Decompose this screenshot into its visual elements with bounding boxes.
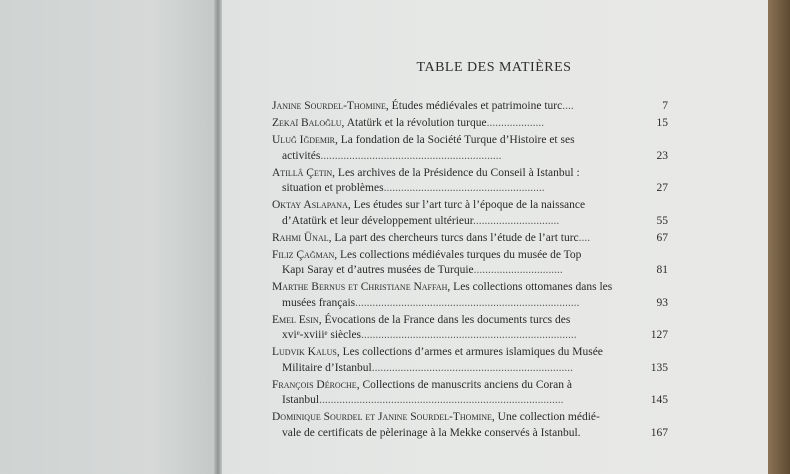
- toc-author: Rahmi Ünal,: [272, 231, 332, 244]
- toc-author: Atillâ Çetin,: [272, 166, 336, 179]
- toc-page-number: 81: [656, 264, 668, 276]
- toc-title-continued: Militaire d’Istanbul: [282, 361, 372, 374]
- toc-page-number: 135: [650, 361, 668, 374]
- toc-entry: Oktay Aslapana, Les études sur l’art turc à l’époque de la naissance d’Atatürk et leur développement ultérieur.............................. 55: [272, 198, 668, 229]
- toc-entry: François Déroche, Collections de manuscrits anciens du Coran à Istanbul..................................................................................... 145: [272, 378, 668, 409]
- toc-author: Oktay Aslapana,: [272, 199, 351, 211]
- toc-entry: Emel Esin, Évocations de la France dans les documents turcs des xviᵉ-xviiiᵉ siècles........................................................................... 127: [272, 313, 668, 344]
- toc-author: Emel Esin,: [272, 313, 322, 326]
- toc-page-number: 55: [656, 214, 668, 227]
- toc-page-number: 23: [656, 149, 668, 162]
- toc-title-continued: xviᵉ-xviiiᵉ siècles: [282, 329, 362, 341]
- toc-entry: Ludvik Kalus, Les collections d’armes et armures islamiques du Musée Militaire d’Istanbul...................................................................... 135: [272, 345, 668, 376]
- page-title: TABLE DES MATIÈRES: [416, 60, 572, 75]
- toc-page-number: 15: [656, 117, 668, 129]
- left-page: [0, 0, 218, 474]
- toc-author: Uluğ Iğdemir,: [272, 134, 338, 146]
- toc-entry: Atillâ Çetin, Les archives de la Présidence du Conseil à Istanbul : situation et problèmes........................................................ 27: [272, 166, 668, 197]
- toc-title: La fondation de la Société Turque d’Histoire et ses: [340, 134, 575, 146]
- toc-page-number: 93: [656, 296, 668, 309]
- toc-title: Collections de manuscrits anciens du Coran à: [362, 378, 572, 391]
- toc-title: Une collection médié-: [497, 411, 600, 423]
- toc-author: Zekaï Baloğlu,: [272, 117, 345, 129]
- toc-author: Ludvik Kalus,: [272, 346, 340, 358]
- toc-author: Janine Sourdel-Thomine,: [272, 100, 389, 112]
- toc-entry: [272, 410, 668, 441]
- toc-entry: Janine Sourdel-Thomine, Études médiévales et patrimoine turc.... 7: [272, 99, 668, 115]
- toc-title-continued: musées français: [282, 296, 356, 309]
- toc-title: La part des chercheurs turcs dans l’étude de l’art turc: [334, 231, 579, 244]
- toc-title: Les collections médiévales turques du musée de Top: [340, 248, 582, 261]
- toc-title: Atatürk et la révolution turque: [346, 117, 487, 129]
- toc-title-continued: activités: [282, 149, 321, 162]
- toc-title-continued: d’Atatürk et leur développement ultérieur: [282, 214, 473, 227]
- toc-page-number: 127: [650, 329, 668, 341]
- toc-entry: Zekaï Baloğlu, Atatürk et la révolution turque.................... 15: [272, 116, 668, 132]
- toc-entry: Filiz Çağman, Les collections médiévales turques du musée de Top Kapı Saray et d’autres musées de Turquie............................... 81: [272, 248, 668, 279]
- toc-title: Les études sur l’art turc à l’époque de la naissance: [353, 199, 586, 211]
- toc-title: Études médiévales et patrimoine turc: [391, 100, 563, 112]
- toc-author: François Déroche,: [272, 378, 360, 391]
- toc-title: Les archives de la Présidence du Conseil à Istanbul :: [337, 166, 580, 179]
- toc-author: Filiz Çağman,: [272, 248, 338, 261]
- toc-title: Évocations de la France dans les documents turcs des: [324, 313, 571, 326]
- toc-page-number: 145: [650, 394, 668, 406]
- toc-title-continued: vale de certificats de pèlerinage à la Mekke conservés à Istanbul.: [282, 426, 581, 439]
- toc-title-continued: situation et problèmes: [282, 182, 384, 194]
- toc-entry: Marthe Bernus et Christiane Naffah, Les collections ottomanes dans les musées français.............................................................................. 93: [272, 280, 668, 311]
- toc-title: Les collections ottomanes dans les: [453, 281, 613, 293]
- toc-page-number: 67: [656, 231, 668, 244]
- toc-entry: Uluğ Iğdemir, La fondation de la Société Turque d’Histoire et ses activités............................................................... 23: [272, 133, 668, 164]
- toc-author: Marthe Bernus et Christiane Naffah,: [272, 281, 451, 293]
- toc-page-number: 7: [662, 100, 668, 112]
- page-edge: [768, 0, 790, 474]
- toc-title-continued: Istanbul: [282, 394, 320, 406]
- table-of-contents: [272, 99, 668, 443]
- toc-page-number: 167: [650, 426, 668, 439]
- toc-author: Dominique Sourdel et Janine Sourdel-Thomine,: [272, 411, 495, 423]
- toc-title-continued: Kapı Saray et d’autres musées de Turquie: [282, 264, 474, 276]
- toc-entry: Rahmi Ünal, La part des chercheurs turcs dans l’étude de l’art turc.... 67: [272, 231, 668, 247]
- toc-title: Les collections d’armes et armures islamiques du Musée: [342, 346, 603, 358]
- toc-page-number: 27: [656, 182, 668, 194]
